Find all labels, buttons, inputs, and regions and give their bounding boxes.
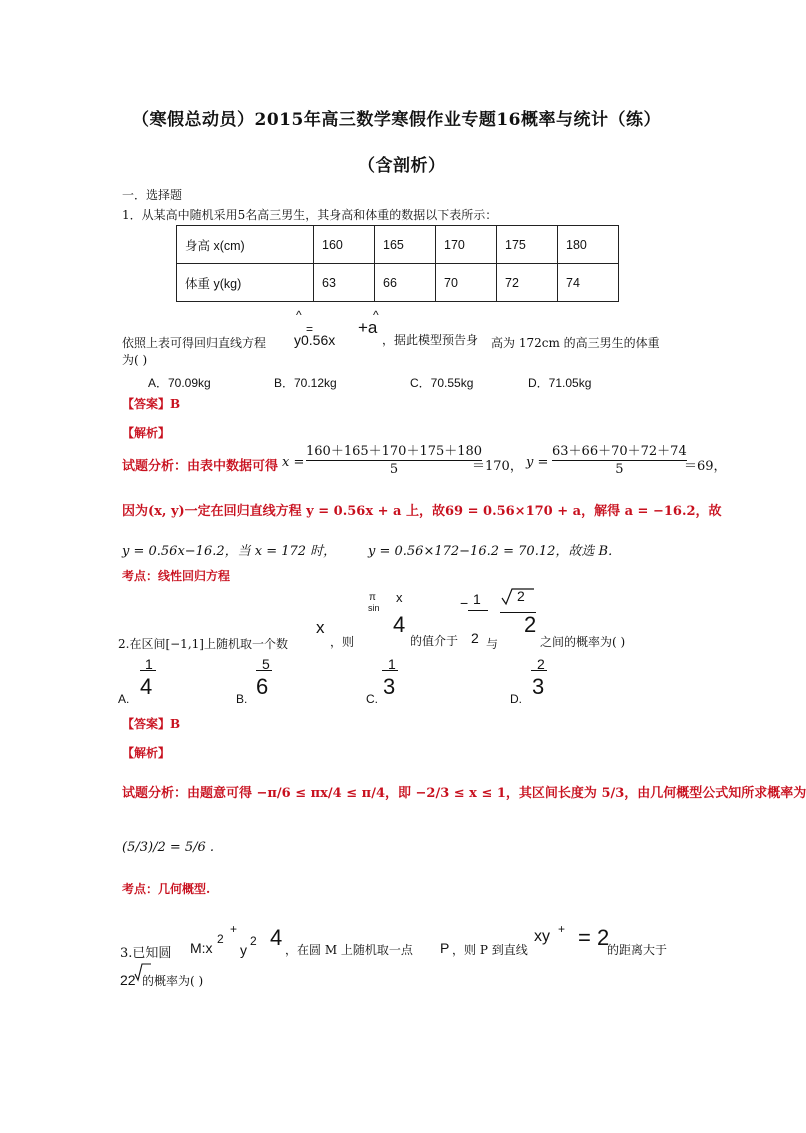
number-22: 22 — [120, 972, 136, 988]
fraction-numerator: 160＋165＋170＋175＋180 — [306, 444, 483, 459]
choice-numerator: 1 — [145, 656, 153, 672]
denominator-2: 2 — [524, 612, 537, 637]
q1-stem: 1．从某高中随机采用5名高三男生，其身高和体重的数据以下表所示： — [122, 208, 498, 222]
solution-text: 因为(x, y)一定在回归直线方程 y = 0.56x + a 上，故69 = 0.56×170 + a，解得 a = −16.2，故 — [122, 504, 722, 519]
q2-stem: 的值介于 — [410, 634, 459, 648]
table-cell: 身高 x(cm) — [177, 226, 314, 264]
table-row — [177, 226, 619, 264]
mean-y: y = — [526, 455, 549, 470]
x-variable: x — [316, 618, 325, 637]
choice-a: A. — [118, 692, 130, 706]
pi-symbol: π — [369, 592, 376, 603]
equals-sign: = — [306, 322, 314, 336]
table-row — [177, 264, 619, 302]
plus-sign: + — [558, 922, 566, 936]
analysis-label: 【解析】 — [122, 746, 171, 760]
q1-line-d: 为( ) — [122, 353, 148, 367]
solution-text: 试题分析：由表中数据可得 — [122, 459, 279, 474]
q1-line-b: ，据此模型预告身 — [382, 333, 479, 347]
table-cell: 72 — [497, 264, 558, 302]
choice-denominator: 3 — [383, 674, 396, 699]
solution-text: y = 0.56×172−16.2 = 70.12，故选 B． — [368, 544, 622, 559]
q2-stem: 2.在区间[−1,1]上随机取一个数 — [118, 637, 288, 651]
minus-sign: − — [460, 595, 469, 611]
answer-label: 【答案】B — [122, 717, 181, 731]
mean-x: x = — [282, 455, 305, 470]
choice-b: B．70.12kg — [274, 376, 337, 390]
q2-stem: 之间的概率为( ) — [540, 635, 626, 649]
denominator-2: 2 — [471, 630, 479, 646]
choice-d: D. — [510, 692, 522, 706]
q2-stem: 与 — [486, 637, 499, 651]
choice-numerator: 2 — [537, 656, 545, 672]
choice-c: C．70.55kg — [410, 376, 474, 390]
table-cell: 180 — [558, 226, 619, 264]
table-cell: 63 — [314, 264, 375, 302]
y-variable: y — [240, 942, 247, 958]
section-heading: 一．选择题 — [122, 188, 183, 202]
numerator-1: 1 — [473, 591, 481, 607]
plus-a: +a — [358, 318, 378, 337]
choice-denominator: 4 — [140, 674, 153, 699]
table-cell: 体重 y(kg) — [177, 264, 314, 302]
kaodian-label: 考点：几何概型. — [122, 882, 211, 896]
result: ＝69， — [684, 459, 727, 474]
solution-text: 试题分析：由题意可得 −π/6 ≤ πx/4 ≤ π/4，即 −2/3 ≤ x ≤ 1，其区间长度为 5/3，由几何概型公式知所求概率为 — [122, 786, 806, 801]
choice-denominator: 6 — [256, 674, 269, 699]
table-cell: 66 — [375, 264, 436, 302]
cutoff-text: 考点：线性回归方程 — [122, 569, 231, 583]
choice-a: A．70.09kg — [148, 376, 211, 390]
x-variable: x — [396, 590, 403, 605]
plus-sign: + — [230, 922, 238, 936]
page-title: （寒假总动员）2015年高三数学寒假作业专题16概率与统计（练） — [132, 110, 661, 130]
page-subtitle: （含剖析） — [358, 156, 446, 176]
point-p: P — [440, 940, 450, 956]
q2-stem: ，则 — [330, 635, 355, 649]
denominator-4: 4 — [393, 612, 406, 637]
solution-text: y = 0.56x−16.2，当 x = 172 时， — [122, 544, 337, 559]
circle-expr: M:x — [190, 940, 213, 956]
line-expr: xy — [534, 928, 550, 945]
choice-d: D．71.05kg — [528, 376, 592, 390]
table-cell: 160 — [314, 226, 375, 264]
choice-c: C. — [366, 692, 378, 706]
choice-denominator: 3 — [532, 674, 545, 699]
sqrt-2: 2 — [517, 588, 525, 604]
superscript: 2 — [217, 932, 224, 946]
equals-2: = 2 — [578, 925, 610, 950]
sin-label: sin — [368, 603, 380, 613]
equals-4: 4 — [270, 925, 283, 950]
q1-line-c: 高为 172cm 的高三男生的体重 — [491, 336, 660, 350]
q3-stem: 3.已知圆 — [120, 946, 172, 961]
q3-stem: ，则 P 到直线 — [452, 943, 528, 957]
choice-numerator: 5 — [262, 656, 270, 672]
table-cell: 74 — [558, 264, 619, 302]
table-cell: 70 — [436, 264, 497, 302]
fraction — [552, 445, 687, 476]
fraction-numerator: 63＋66＋70＋72＋74 — [552, 444, 687, 459]
analysis-label: 【解析】 — [122, 426, 171, 440]
fraction — [306, 445, 482, 476]
superscript: 2 — [250, 934, 257, 948]
table-cell: 175 — [497, 226, 558, 264]
q3-stem: ，在圆 M 上随机取一点 — [285, 943, 413, 957]
q1-line-a: 依照上表可得回归直线方程 — [122, 336, 267, 350]
choice-numerator: 1 — [388, 656, 396, 672]
regression-expr: y0.56x — [294, 332, 336, 348]
fraction-denominator: 5 — [389, 462, 399, 477]
table-cell: 165 — [375, 226, 436, 264]
q3-stem: 的距离大于 — [607, 943, 668, 957]
q3-stem: 的概率为( ) — [142, 974, 204, 988]
height-weight-table — [176, 225, 619, 302]
hat-mark: ^ — [373, 308, 379, 322]
choice-b: B. — [236, 692, 248, 706]
solution-text: (5/3)/2 = 5/6 . — [122, 840, 215, 855]
fraction-denominator: 5 — [615, 462, 624, 477]
table-cell: 170 — [436, 226, 497, 264]
hat-mark: ^ — [296, 308, 302, 322]
answer-label: 【答案】B — [122, 397, 181, 411]
result: ＝170， — [472, 459, 523, 474]
